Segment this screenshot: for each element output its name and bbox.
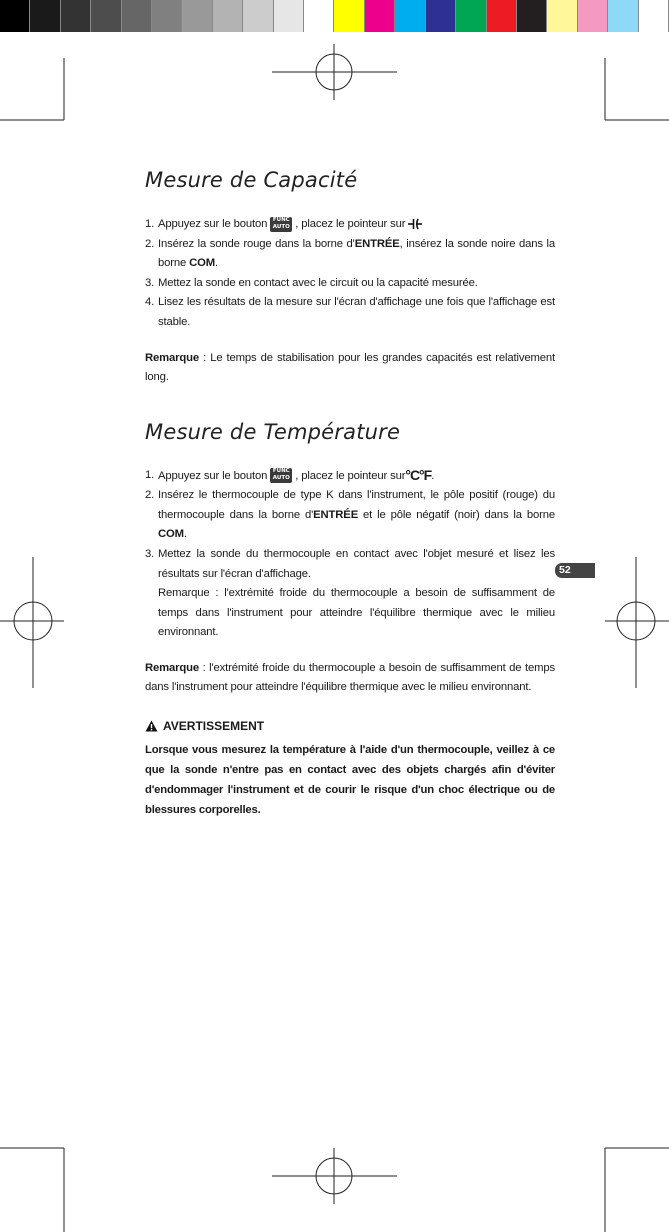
list-item: 3. Mettez la sonde du thermocouple en contact avec l'objet mesuré et lisez les résultats sur l'écran d'affichage. Remarque : l'extrémité froide du thermocouple a besoin de suffisamment de temps dans l'instrument pour atteindre l'équilibre thermique avec le milieu environnant. — [145, 547, 555, 639]
list-item: 1. Appuyez sur le bouton FUNC AUTO , placez le pointeur sur — [145, 215, 555, 235]
list-item: 3. Mettez la sonde en contact avec le circuit ou la capacité mesurée. — [145, 276, 478, 289]
temperature-note: Remarque : l'extrémité froide du thermocouple a besoin de suffisamment de temps dans l'instrument pour atteindre l'équilibre thermique avec le milieu environnant. — [145, 661, 555, 694]
color-swatch — [0, 0, 30, 32]
celsius-fahrenheit-icon: °C°F — [405, 466, 432, 483]
color-swatch — [395, 0, 425, 32]
color-swatch — [30, 0, 60, 32]
capacitance-title: Mesure de Capacité — [145, 168, 358, 192]
print-color-bar — [0, 0, 669, 32]
manual-page — [145, 168, 555, 820]
func-auto-key-icon: FUNC AUTO — [270, 217, 292, 232]
capacitance-steps — [145, 215, 555, 333]
color-swatch — [213, 0, 243, 32]
temperature-steps — [145, 466, 555, 643]
list-item: 2. Insérez la sonde rouge dans la borne d'ENTRÉE, insérez la sonde noire dans la borne COM. — [145, 237, 555, 270]
color-swatch — [608, 0, 638, 32]
color-swatch — [61, 0, 91, 32]
color-swatch — [304, 0, 334, 32]
capacitance-note: Remarque : Le temps de stabilisation pour les grandes capacités est relativement long. — [145, 351, 555, 384]
func-auto-key-icon: FUNC AUTO — [270, 468, 292, 483]
color-swatch — [517, 0, 547, 32]
page-number-tab: 52 — [555, 563, 595, 578]
capacitor-icon — [408, 218, 423, 230]
color-swatch — [152, 0, 182, 32]
color-swatch — [122, 0, 152, 32]
list-item: 1. Appuyez sur le bouton FUNC AUTO , placez le pointeur sur°C°F. — [145, 466, 435, 483]
color-swatch — [91, 0, 121, 32]
temperature-title: Mesure de Température — [145, 419, 401, 444]
color-swatch — [639, 0, 669, 32]
warning-text: Lorsque vous mesurez la température à l'aide d'un thermocouple, veillez à ce que la sonde n'entre pas en contact avec des objets chargés afin d'éviter d'endommager l'instrument et de courir le risque d'un choc électrique ou de blessures corporelles. — [145, 744, 555, 817]
color-swatch — [487, 0, 517, 32]
color-swatch — [365, 0, 395, 32]
color-swatch — [334, 0, 364, 32]
color-swatch — [547, 0, 577, 32]
color-swatch — [426, 0, 456, 32]
color-swatch — [182, 0, 212, 32]
warning-heading: AVERTISSEMENT — [145, 716, 555, 736]
list-item: 2. Insérez le thermocouple de type K dans l'instrument, le pôle positif (rouge) du thermocouple dans la borne d'ENTRÉE et le pôle négatif (noir) dans la borne COM. — [145, 489, 555, 541]
color-swatch — [274, 0, 304, 32]
warning-triangle-icon — [145, 720, 158, 732]
color-swatch — [578, 0, 608, 32]
color-swatch — [456, 0, 486, 32]
list-item: 4. Lisez les résultats de la mesure sur l'écran d'affichage une fois que l'affichage est stable. — [145, 296, 555, 328]
color-swatch — [243, 0, 273, 32]
